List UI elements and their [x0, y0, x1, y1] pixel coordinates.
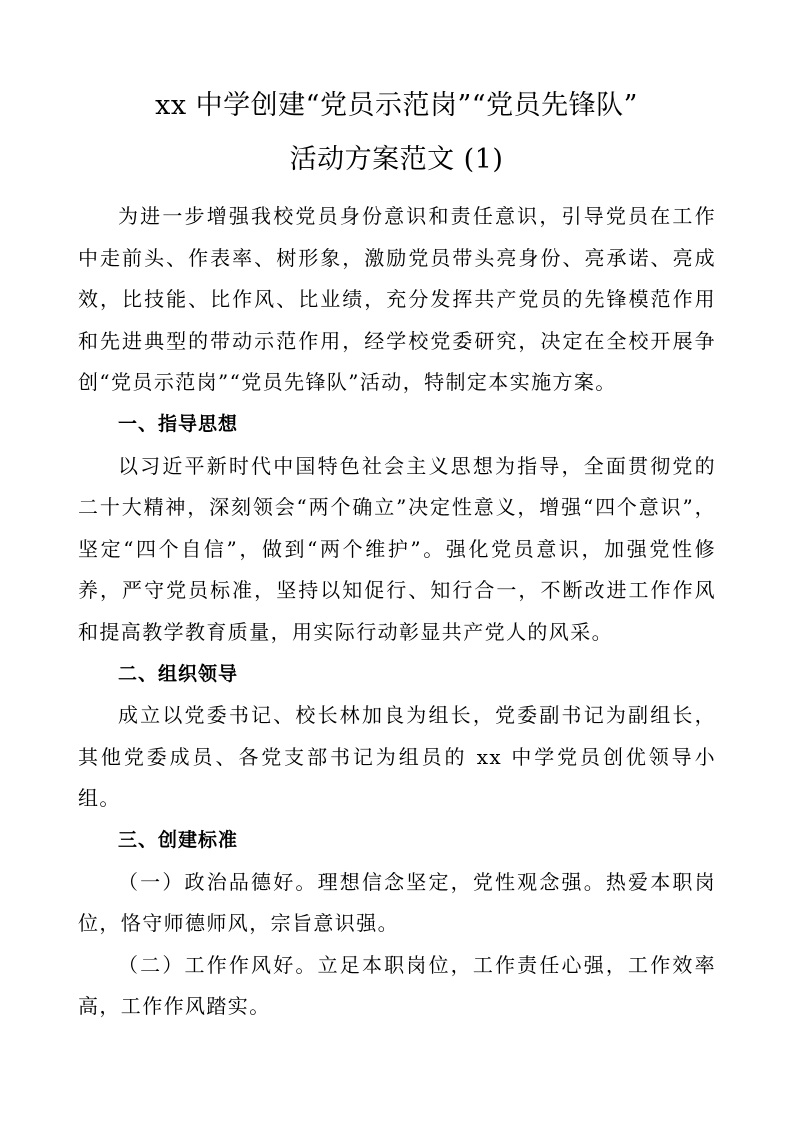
section-heading-organization: 二、组织领导	[118, 662, 239, 685]
organization-paragraph: 成立以党委书记、校长林加良为组长，党委副书记为副组长，其他党委成员、各党支部书记为组员的 xx 中学党员创优领导小组。	[78, 703, 716, 811]
section-heading-guiding-ideology: 一、指导思想	[118, 412, 239, 435]
document-title-line2: 活动方案范文 (1)	[289, 144, 504, 175]
standard-item-work-style: （二）工作作风好。立足本职岗位，工作责任心强，工作效率高，工作作风踏实。	[78, 952, 716, 1019]
section-heading-standards: 三、创建标准	[118, 828, 239, 851]
guiding-ideology-paragraph: 以习近平新时代中国特色社会主义思想为指导，全面贯彻党的二十大精神，深刻领会“两个确立”决定性意义，增强“四个意识”，坚定“四个自信”，做到“两个维护”。强化党员意识，加强党性修养，严守党员标准，坚持以知促行、知行合一，不断改进工作作风和提高教学教育质量，用实际行动彰显共产党人的风采。	[78, 453, 716, 644]
document-body	[78, 196, 716, 1028]
document-title-line1: xx 中学创建“党员示范岗”“党员先锋队”	[155, 90, 638, 121]
standard-item-political-morality: （一）政治品德好。理想信念坚定，党性观念强。热爱本职岗位，恪守师德师风，宗旨意识强。	[78, 869, 716, 936]
intro-paragraph: 为进一步增强我校党员身份意识和责任意识，引导党员在工作中走前头、作表率、树形象，激励党员带头亮身份、亮承诺、亮成效，比技能、比作风、比业绩，充分发挥共产党员的先锋模范作用和先进典型的带动示范作用，经学校党委研究，决定在全校开展争创“党员示范岗”“党员先锋队”活动，特制定本实施方案。	[78, 204, 716, 395]
